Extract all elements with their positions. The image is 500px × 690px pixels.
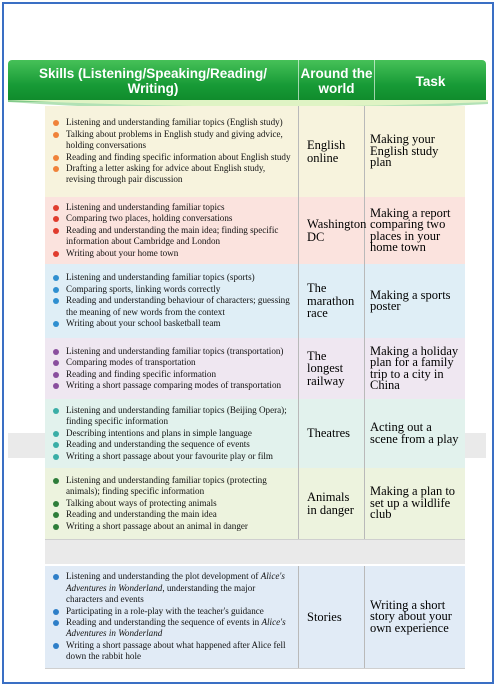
skill-item (53, 284, 294, 295)
bullet-icon (53, 454, 59, 460)
skills-cell (45, 566, 299, 668)
task-cell (365, 106, 465, 197)
gap-band (45, 539, 465, 564)
header-around-the-world: Around the world (298, 60, 374, 102)
skill-item (53, 248, 294, 259)
skill-item (53, 571, 294, 605)
row-divider (45, 668, 465, 669)
skill-item (53, 369, 294, 380)
skill-text: Reading and understanding the main idea; finding specific information about Cambridge and London (66, 224, 279, 247)
bullet-icon (53, 524, 59, 530)
bullet-icon (53, 321, 59, 327)
skill-item (53, 439, 294, 450)
task-cell (365, 197, 465, 264)
bullet-icon (53, 216, 59, 222)
bullet-icon (53, 132, 59, 138)
around-the-world-cell (299, 106, 365, 197)
table-row (45, 106, 465, 197)
skill-text: Drafting a letter asking for advice about English study, revising through pair discussion (66, 162, 266, 185)
skill-text: Talking about problems in English study and giving advice, holding conversations (66, 128, 283, 151)
around-the-world-cell (299, 468, 365, 539)
skills-cell (45, 197, 299, 264)
skill-text: Listening and understanding familiar topics (sports) (66, 272, 255, 283)
skill-text: Listening and understanding familiar topics (66, 201, 225, 212)
task-text: Writing a short story about your own experience (370, 597, 452, 635)
around-the-world-cell (299, 566, 365, 668)
skills-cell (45, 106, 299, 197)
skill-text: Comparing modes of transportation (66, 357, 196, 368)
skill-text: Reading and understanding the sequence of events (66, 439, 250, 450)
skill-item (53, 428, 294, 439)
bullet-icon (53, 360, 59, 366)
skill-item (53, 318, 294, 329)
table-row (45, 338, 465, 399)
skill-item (53, 509, 294, 520)
skill-text: Listening and understanding familiar topics (English study) (66, 117, 283, 128)
skill-text: Talking about ways of protecting animals (66, 497, 217, 508)
skill-item (53, 521, 294, 532)
bullet-icon (53, 372, 59, 378)
table-row (45, 197, 465, 264)
bullet-icon (53, 228, 59, 234)
skill-item (53, 475, 294, 498)
skill-text: Listening and understanding familiar topics (Beijing Opera); finding specific information (66, 404, 287, 427)
bullet-icon (53, 574, 59, 580)
bullet-icon (53, 478, 59, 484)
skill-item (53, 295, 294, 318)
table-row (45, 468, 465, 539)
around-the-world-text: English online (307, 138, 346, 165)
bullet-icon (53, 620, 59, 626)
around-the-world-text: Animals in danger (307, 490, 354, 517)
skill-text: Describing intentions and plans in simple language (66, 427, 252, 438)
bullet-icon (53, 442, 59, 448)
bullet-icon (53, 205, 59, 211)
around-the-world-text: Theatres (307, 426, 351, 441)
skill-text: Reading and understanding the sequence of events in Alice's Adventures in Wonderland (66, 617, 286, 639)
bullet-icon (53, 512, 59, 518)
around-the-world-text: The longest railway (307, 348, 345, 388)
skill-item (53, 357, 294, 368)
skill-item (53, 213, 294, 224)
skill-item (53, 498, 294, 509)
bullet-icon (53, 120, 59, 126)
bullet-icon (53, 166, 59, 172)
around-the-world-cell (299, 197, 365, 264)
skills-cell (45, 338, 299, 399)
skills-cell (45, 399, 299, 468)
around-the-world-cell (299, 399, 365, 468)
task-cell (365, 399, 465, 468)
skill-item (53, 202, 294, 213)
skill-item (53, 451, 294, 462)
skill-text: Writing a short passage about what happened after Alice fell down the rabbit hole (66, 639, 286, 662)
skill-text: Reading and finding specific information about English study (66, 151, 291, 162)
skill-text: Comparing two places, holding conversations (66, 213, 233, 224)
task-text: Acting out a scene from a play (370, 420, 459, 446)
skill-item (53, 606, 294, 617)
around-the-world-cell (299, 338, 365, 399)
gap-band-right (465, 433, 486, 458)
bullet-icon (53, 408, 59, 414)
skill-item (53, 640, 294, 663)
bullet-icon (53, 287, 59, 293)
skill-text: Writing a short passage comparing modes of transportation (66, 379, 282, 390)
task-cell (365, 338, 465, 399)
bullet-icon (53, 501, 59, 507)
skill-text: Writing about your school basketball team (66, 318, 221, 329)
task-text: Making a plan to set up a wildlife club (370, 484, 456, 522)
skill-text: Writing about your home town (66, 247, 179, 258)
bullet-icon (53, 383, 59, 389)
skill-item (53, 380, 294, 391)
skill-item (53, 163, 294, 186)
table-row (45, 264, 465, 338)
around-the-world-text: The marathon race (307, 281, 355, 321)
skill-item (53, 405, 294, 428)
task-text: Making a holiday plan for a family trip to a city in China (370, 343, 459, 392)
bullet-icon (53, 349, 59, 355)
bullet-icon (53, 298, 59, 304)
task-cell (365, 468, 465, 539)
skill-text: Writing a short passage about an animal in danger (66, 520, 248, 531)
skill-item (53, 272, 294, 283)
around-the-world-text: Washington DC (307, 217, 367, 244)
skill-text: Reading and understanding the main idea (66, 509, 217, 520)
skill-text: Listening and understanding familiar topics (protecting animals); finding specific information (66, 474, 267, 497)
skill-item (53, 117, 294, 128)
skill-text: Writing a short passage about your favourite play or film (66, 450, 273, 461)
task-cell (365, 566, 465, 668)
around-the-world-cell (299, 264, 365, 338)
skill-text: Reading and finding specific information (66, 368, 217, 379)
skills-cell (45, 468, 299, 539)
task-text: Making your English study plan (370, 132, 439, 170)
task-cell (365, 264, 465, 338)
skill-item (53, 617, 294, 640)
skill-text: Participating in a role-play with the teacher's guidance (66, 605, 264, 616)
skill-item (53, 225, 294, 248)
table-row (45, 566, 465, 668)
bullet-icon (53, 609, 59, 615)
task-text: Making a sports poster (370, 287, 451, 313)
skill-item (53, 152, 294, 163)
bullet-icon (53, 275, 59, 281)
skill-text: Listening and understanding the plot development of Alice's Adventures in Wonderland, understanding the major characters and events (66, 571, 285, 605)
skill-text: Listening and understanding familiar topics (transportation) (66, 345, 284, 356)
skill-item (53, 129, 294, 152)
bullet-icon (53, 251, 59, 257)
bullet-icon (53, 643, 59, 649)
skill-item (53, 346, 294, 357)
skills-cell (45, 264, 299, 338)
table-header (8, 60, 486, 102)
bullet-icon (53, 431, 59, 437)
row-divider (45, 539, 465, 540)
skill-text: Comparing sports, linking words correctly (66, 283, 221, 294)
table-row (45, 399, 465, 468)
header-skills: Skills (Listening/Speaking/Reading/ Writing) (38, 66, 268, 96)
header-task: Task (374, 60, 486, 102)
task-text: Making a report comparing two places in your home town (370, 205, 451, 254)
skill-text: Reading and understanding behaviour of characters; guessing the meaning of new words from the context (66, 295, 290, 317)
bullet-icon (53, 155, 59, 161)
around-the-world-text: Stories (307, 609, 342, 624)
